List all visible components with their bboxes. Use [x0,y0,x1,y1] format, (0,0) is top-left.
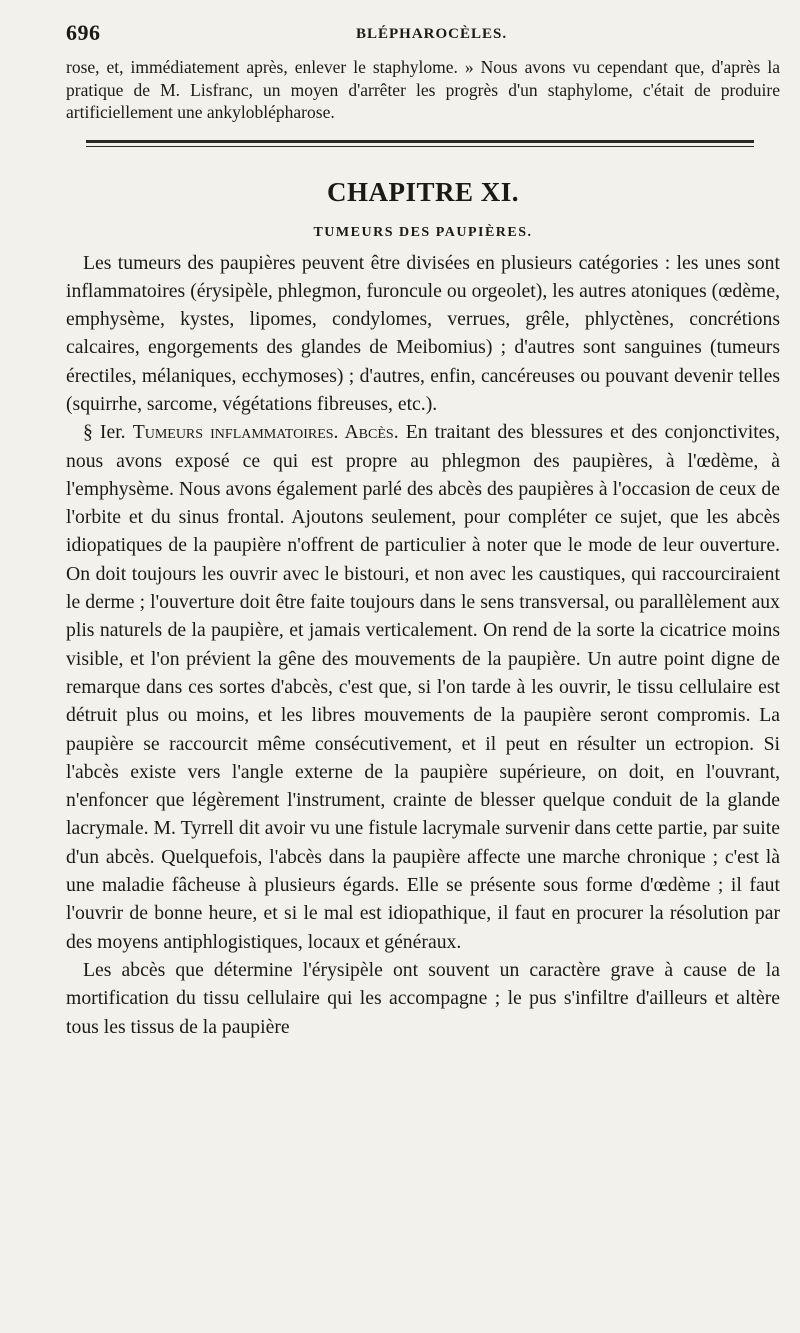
paragraph-categories: Les tumeurs des paupières peuvent être divisées en plusieurs catégories : les unes sont inflammatoires (érysipèle, phlegmon, furoncule ou orgeolet), les autres atoniques (œdème, emphysème, kystes, lipomes, condylomes, verrues, grêle, phlyctènes, concrétions calcaires, engorgements des glandes de Meibomius) ; d'autres sont sanguines (tumeurs érectiles, mélaniques, ecchymoses) ; d'autres, enfin, cancéreuses ou pouvant devenir telles (squirrhe, sarcome, végétations fibreuses, etc.). [66,251,780,415]
separator-thin-rule [86,146,754,147]
paragraph-abces [66,418,780,956]
running-head [66,20,780,50]
chapter-separator [66,140,780,147]
body-text [66,249,780,1041]
section-text: En traitant des blessures et des conjonctivites, nous avons exposé ce qui est propre au phlegmon des paupières, à l'œdème, à l'emphysème. Nous avons également parlé des abcès des paupières à l'occasion de ceux de l'orbite et du sinus frontal. Ajoutons seulement, pour compléter ce sujet, que les abcès idiopatiques de la paupière n'offrent de particulier à noter que le mode de leur ouverture. On doit toujours les ouvrir avec le bistouri, et non avec les caustiques, qui raccourciraient le derme ; l'ouverture doit être faite toujours dans le sens transversal, ou parallèlement aux plis naturels de la paupière, et jamais verticalement. On rend de la sorte la cicatrice moins visible, et l'on prévient la gêne des mouvements de la paupière. Un autre point digne de remarque dans ces sortes d'abcès, c'est que, si l'on tarde à les ouvrir, le tissu cellulaire est détruit plus ou moins, et les libres mouvements de la paupière seront compromis. La paupière se raccourcit même consécutivement, et il peut en résulter un ectropion. Si l'abcès existe vers l'angle externe de la paupière supérieure, on doit, en l'ouvrant, n'enfoncer que légèrement l'instrument, crainte de blesser quelque conduit de la glande lacrymale. M. Tyrrell dit avoir vu une fistule lacrymale survenir dans cette partie, par suite d'un abcès. Quelquefois, l'abcès dans la paupière affecte une marche chronique ; c'est là une maladie fâcheuse à plusieurs égards. Elle se présente sous forme d'œdème ; il faut l'ouvrir de bonne heure, et si le mal est idiopathique, il faut en procurer la résolution par des moyens antiphlogistiques, locaux et généraux. [66,421,780,953]
intro-paragraph-block [66,56,780,124]
chapter-title: CHAPITRE XI. [326,176,520,207]
section-heading: Tumeurs inflammatoires. Abcès. [132,421,399,444]
running-title: BLÉPHAROCÈLES. [356,26,508,42]
page-number: 696 [66,20,101,45]
separator-thick-rule [86,140,754,143]
section-mark: § Ier. [83,421,126,444]
book-page [66,20,780,1041]
chapter-subtitle: TUMEURS DES PAUPIÈRES. [313,224,533,240]
intro-paragraph: rose, et, immédiatement après, enlever le staphylome. » Nous avons vu cependant que, d'après la pratique de M. Lisfranc, un moyen d'arrêter les progrès d'un staphylome, c'était de produire artificiellement une ankyloblépharose. [66,57,780,122]
paragraph-erysipele: Les abcès que détermine l'érysipèle ont souvent un caractère grave à cause de la mortification du tissu cellulaire qui les accompagne ; le pus s'infiltre d'ailleurs et altère tous les tissus de la paupière [66,958,780,1038]
